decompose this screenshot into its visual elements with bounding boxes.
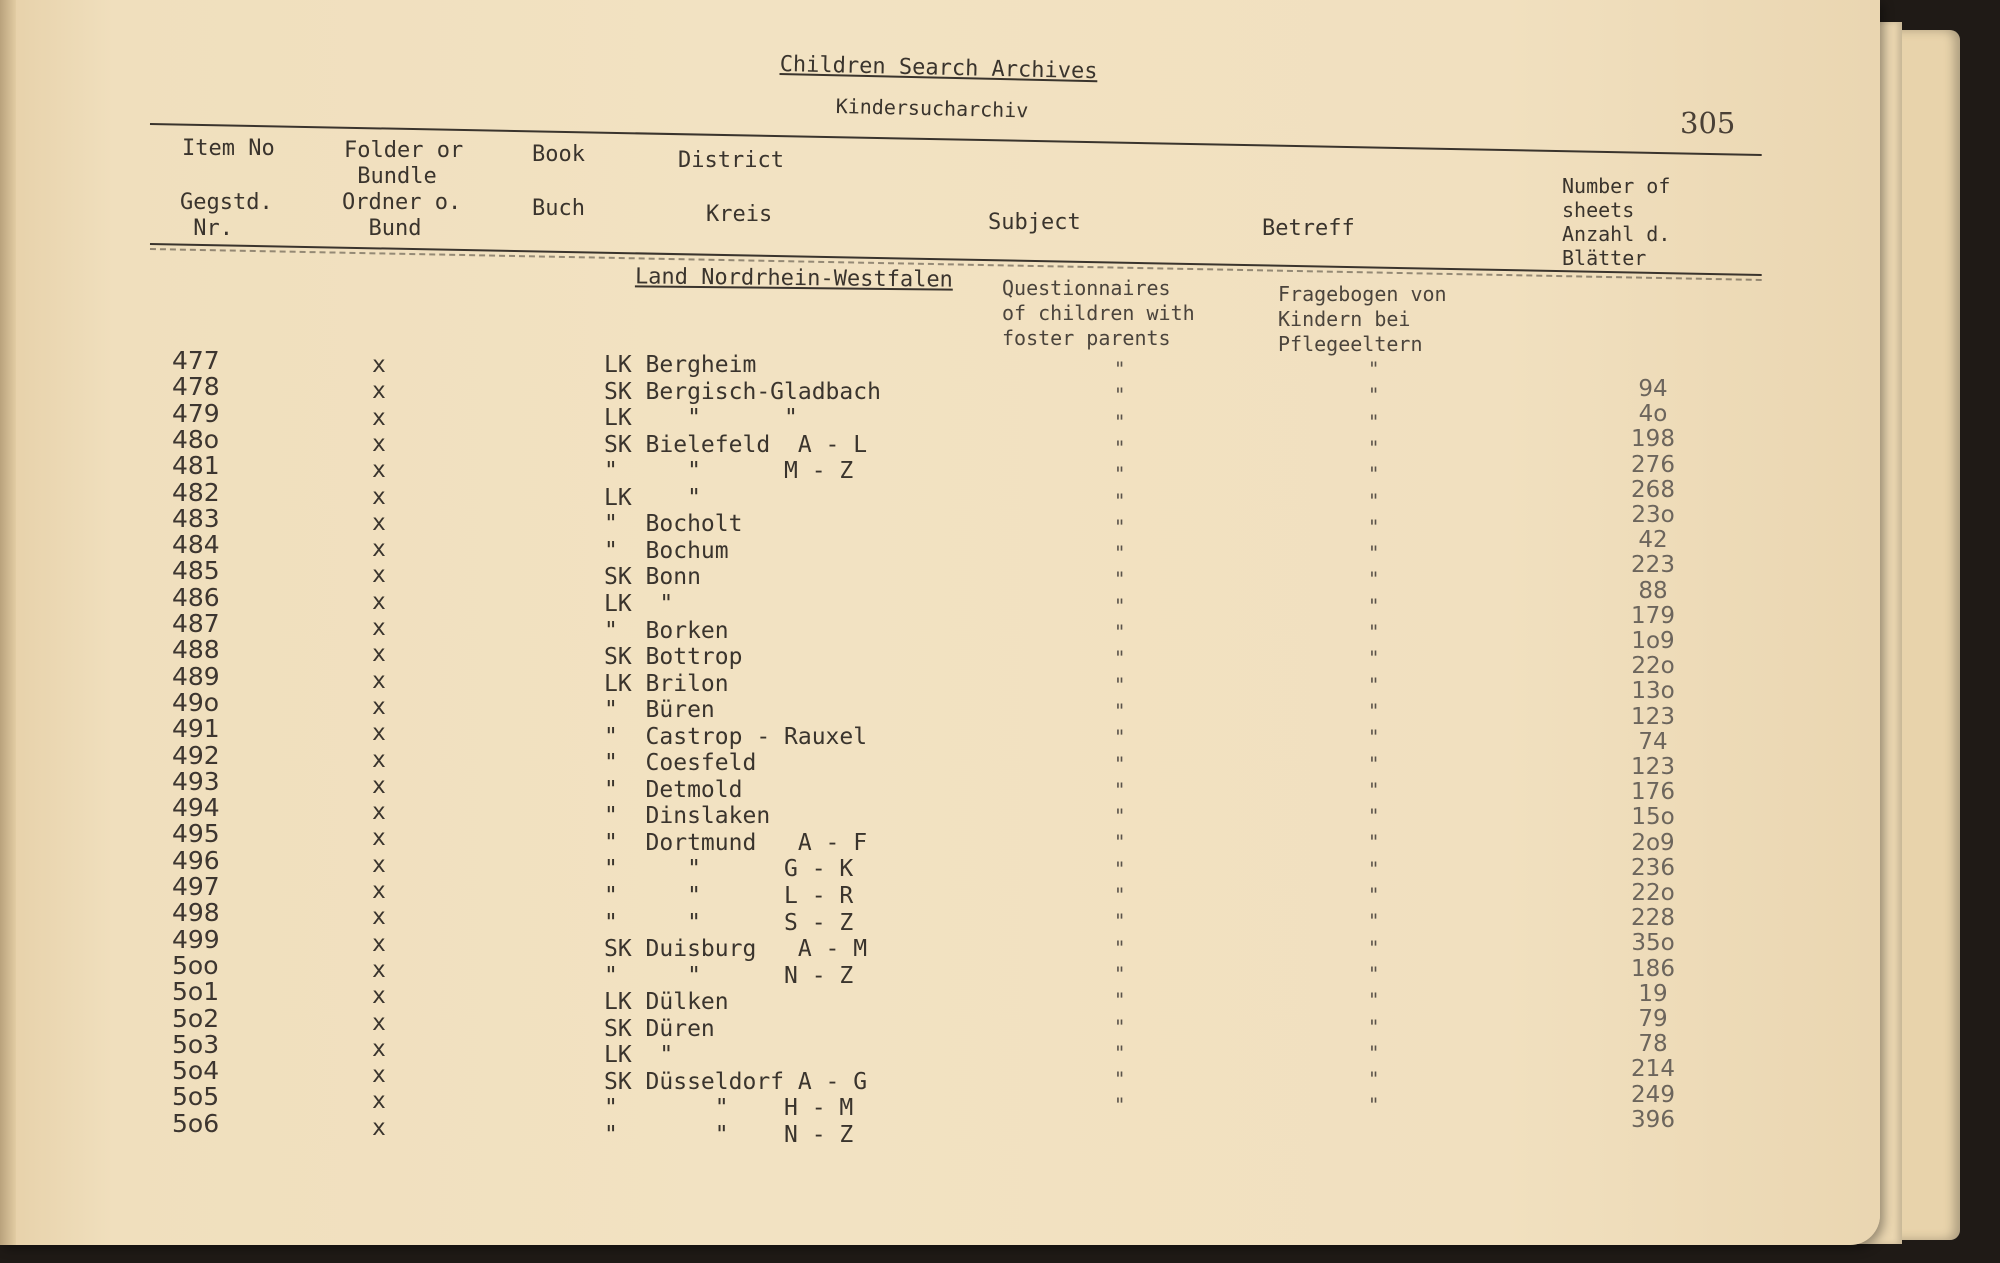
sheet-count: 236 — [1631, 854, 1675, 881]
betreff-ditto: " — [1368, 778, 1380, 801]
district-name: " " S - Z — [604, 909, 854, 936]
district-name: " Bochum — [604, 537, 729, 564]
district-name: SK Bergisch-Gladbach — [604, 378, 881, 405]
sheet-count: 22o — [1631, 880, 1675, 906]
betreff-ditto: " — [1368, 568, 1380, 591]
column-folder-en: Folder or Bundle — [344, 138, 464, 189]
subject-ditto: " — [1114, 884, 1126, 906]
sheet-count: 22o — [1631, 653, 1675, 680]
folder-mark: x — [372, 956, 386, 983]
column-book-en: Book — [532, 142, 585, 167]
district-name: SK Bielefeld A - L — [604, 431, 868, 458]
item-number: 5o2 — [172, 1003, 220, 1033]
header-bottom-rule-dashed — [150, 248, 1762, 281]
folder-mark: x — [372, 878, 386, 904]
betreff-ditto: " — [1368, 1068, 1380, 1091]
district-name: " " N - Z — [604, 962, 854, 989]
subject-ditto: " — [1114, 857, 1126, 880]
sheet-count: 276 — [1631, 451, 1675, 478]
district-name: " " N - Z — [604, 1121, 854, 1148]
sheet-count: 396 — [1631, 1106, 1675, 1133]
subject-ditto: " — [1114, 594, 1126, 617]
district-name: LK " — [604, 484, 701, 511]
page-number: 305 — [1680, 106, 1736, 140]
district-name: LK " — [604, 1042, 674, 1069]
folder-mark: x — [372, 746, 386, 773]
item-number: 499 — [172, 924, 220, 954]
folder-mark: x — [372, 509, 386, 536]
column-item-en: Item No — [182, 136, 275, 161]
district-name: " Castrop - Rauxel — [604, 723, 868, 750]
betreff-ditto: " — [1368, 1015, 1380, 1038]
folder-mark: x — [372, 536, 386, 563]
subject-ditto: " — [1114, 936, 1126, 959]
sheet-count: 123 — [1631, 703, 1675, 730]
district-name: " Bocholt — [604, 511, 743, 538]
folder-mark: x — [372, 693, 386, 720]
district-name: LK " — [604, 590, 674, 617]
folder-mark: x — [372, 562, 386, 589]
subject-ditto: " — [1114, 1015, 1126, 1038]
sheet-count: 42 — [1638, 527, 1668, 554]
sheet-count: 268 — [1631, 476, 1675, 503]
item-number: 492 — [172, 740, 220, 770]
folder-mark: x — [372, 615, 386, 641]
sheet-count: 79 — [1638, 1006, 1668, 1032]
section-land: Land Nordrhein-Westfalen — [634, 264, 954, 293]
subject-ditto: " — [1114, 962, 1126, 985]
subject-ditto: " — [1114, 1068, 1126, 1091]
sheet-count: 249 — [1631, 1081, 1675, 1108]
folder-mark: x — [372, 457, 386, 484]
subject-ditto: " — [1114, 989, 1126, 1012]
item-number: 481 — [172, 451, 220, 481]
folder-mark: x — [372, 799, 386, 826]
betreff-ditto: " — [1368, 752, 1380, 775]
sheet-count: 179 — [1631, 602, 1675, 629]
item-number: 485 — [172, 556, 220, 586]
district-name: SK Düren — [604, 1015, 715, 1042]
column-book-de: Buch — [532, 196, 585, 221]
item-number: 5o1 — [172, 977, 220, 1007]
subject-ditto: " — [1114, 463, 1126, 486]
district-name: LK Brilon — [604, 670, 729, 697]
sheet-count: 198 — [1631, 426, 1675, 453]
item-number: 477 — [172, 346, 220, 375]
district-name: " Coesfeld — [604, 750, 757, 777]
subject-ditto: " — [1114, 358, 1126, 380]
column-subject: Subject — [988, 210, 1081, 235]
page-subtitle: Kindersucharchiv — [835, 94, 1029, 123]
betreff-note: Fragebogen von Kindern bei Pflegeeltern — [1278, 282, 1447, 356]
folder-mark: x — [372, 772, 386, 799]
item-number: 497 — [172, 872, 220, 901]
item-number: 494 — [172, 793, 220, 823]
subject-ditto: " — [1114, 910, 1126, 933]
column-district-de: Kreis — [706, 202, 773, 227]
district-name: " " L - R — [604, 883, 854, 909]
column-sheets: Number of sheets Anzahl d. Blätter — [1562, 174, 1671, 270]
betreff-ditto: " — [1368, 384, 1380, 407]
subject-ditto: " — [1114, 647, 1126, 670]
district-name: " " M - Z — [604, 458, 854, 485]
sheet-count: 186 — [1631, 955, 1675, 982]
column-district-en: District — [678, 148, 784, 173]
sheet-count: 78 — [1638, 1031, 1668, 1058]
folder-mark: x — [372, 352, 386, 378]
column-item-de: Gegstd. Nr. — [180, 190, 273, 241]
subject-ditto: " — [1114, 752, 1126, 775]
betreff-ditto: " — [1368, 673, 1380, 696]
district-name: " Büren — [604, 697, 715, 724]
subject-ditto: " — [1114, 778, 1126, 801]
betreff-ditto: " — [1368, 1094, 1380, 1117]
folder-mark: x — [372, 1009, 386, 1036]
betreff-ditto: " — [1368, 805, 1380, 828]
item-number: 495 — [172, 819, 220, 849]
betreff-ditto: " — [1368, 463, 1380, 486]
sheet-count: 23o — [1631, 502, 1675, 528]
betreff-ditto: " — [1368, 542, 1380, 565]
betreff-ditto: " — [1368, 489, 1380, 512]
district-name: " " G - K — [604, 856, 854, 883]
betreff-ditto: " — [1368, 726, 1380, 749]
item-number: 488 — [172, 635, 220, 665]
folder-mark: x — [372, 378, 386, 405]
subject-ditto: " — [1114, 726, 1126, 749]
sheet-count: 2o9 — [1631, 829, 1675, 856]
district-name: SK Bonn — [604, 564, 701, 591]
sheet-count: 94 — [1638, 376, 1668, 402]
betreff-ditto: " — [1368, 962, 1380, 985]
header-bottom-rule — [150, 243, 1762, 276]
sheet-count: 15o — [1631, 804, 1675, 831]
folder-mark: x — [372, 1088, 386, 1115]
sheet-count: 35o — [1631, 930, 1675, 957]
item-number: 493 — [172, 766, 220, 796]
district-name: LK " " — [604, 405, 798, 432]
subject-note: Questionnaires of children with foster parents — [1002, 276, 1195, 350]
district-name: " Borken — [604, 617, 729, 644]
sheet-count: 13o — [1631, 678, 1675, 705]
sheet-count: 74 — [1638, 728, 1668, 755]
subject-ditto: " — [1114, 673, 1126, 696]
district-name: " Dinslaken — [604, 803, 771, 830]
item-number: 5o5 — [172, 1082, 220, 1112]
sheet-count: 4o — [1638, 401, 1668, 428]
district-name: " Detmold — [604, 776, 743, 803]
subject-ditto: " — [1114, 699, 1126, 722]
sheet-count: 1o9 — [1631, 628, 1675, 654]
table-row — [0, 346, 1880, 380]
folder-mark: x — [372, 404, 386, 431]
folder-mark: x — [372, 904, 386, 931]
item-number: 496 — [172, 845, 220, 875]
subject-ditto: " — [1114, 489, 1126, 512]
betreff-ditto: " — [1368, 621, 1380, 643]
betreff-ditto: " — [1368, 910, 1380, 933]
folder-mark: x — [372, 483, 386, 510]
column-folder-de: Ordner o. Bund — [342, 190, 462, 241]
subject-ditto: " — [1114, 831, 1126, 854]
subject-ditto: " — [1114, 1041, 1126, 1064]
item-number: 479 — [172, 398, 220, 428]
item-number: 5oo — [172, 950, 219, 980]
district-name: LK Bergheim — [604, 352, 757, 378]
item-number: 49o — [172, 687, 220, 717]
betreff-ditto: " — [1368, 831, 1380, 854]
betreff-ditto: " — [1368, 699, 1380, 722]
district-name: " " H - M — [604, 1095, 854, 1122]
subject-ditto: " — [1114, 515, 1126, 538]
sheet-count: 19 — [1638, 980, 1668, 1007]
betreff-ditto: " — [1368, 989, 1380, 1012]
folder-mark: x — [372, 430, 386, 457]
district-name: LK Dülken — [604, 989, 729, 1016]
item-number: 484 — [172, 530, 220, 560]
sheet-count: 228 — [1631, 905, 1675, 932]
folder-mark: x — [372, 983, 386, 1010]
betreff-ditto: " — [1368, 857, 1380, 880]
betreff-ditto: " — [1368, 515, 1380, 538]
district-name: SK Bottrop — [604, 644, 743, 671]
subject-ditto: " — [1114, 436, 1126, 459]
item-number: 489 — [172, 661, 220, 691]
betreff-ditto: " — [1368, 594, 1380, 617]
folder-mark: x — [372, 825, 386, 852]
betreff-ditto: " — [1368, 436, 1380, 459]
item-number: 478 — [172, 372, 220, 402]
folder-mark: x — [372, 720, 386, 747]
district-name: SK Duisburg A - M — [604, 936, 868, 963]
betreff-ditto: " — [1368, 936, 1380, 959]
subject-ditto: " — [1114, 568, 1126, 591]
sheet-count: 214 — [1631, 1056, 1675, 1083]
item-number: 5o3 — [172, 1029, 220, 1059]
betreff-ditto: " — [1368, 410, 1380, 433]
folder-mark: x — [372, 851, 386, 878]
subject-ditto: " — [1114, 621, 1126, 643]
item-number: 487 — [172, 609, 220, 638]
folder-mark: x — [372, 1062, 386, 1089]
betreff-ditto: " — [1368, 1041, 1380, 1064]
sheet-count: 88 — [1638, 577, 1668, 604]
subject-ditto: " — [1114, 410, 1126, 433]
item-number: 486 — [172, 582, 220, 612]
folder-mark: x — [372, 667, 386, 694]
subject-ditto: " — [1114, 542, 1126, 565]
folder-mark: x — [372, 930, 386, 957]
subject-ditto: " — [1114, 384, 1126, 407]
item-number: 5o6 — [172, 1108, 220, 1138]
item-number: 483 — [172, 503, 220, 533]
item-number: 498 — [172, 898, 220, 928]
betreff-ditto: " — [1368, 647, 1380, 670]
district-name: " Dortmund A - F — [604, 829, 868, 856]
item-number: 5o4 — [172, 1056, 220, 1086]
folder-mark: x — [372, 1035, 386, 1062]
sheet-count: 123 — [1631, 754, 1675, 780]
page-title: Children Search Archives — [779, 52, 1098, 85]
item-number: 48o — [172, 424, 220, 454]
column-betreff: Betreff — [1262, 216, 1355, 241]
item-number: 491 — [172, 714, 220, 744]
district-name: SK Düsseldorf A - G — [604, 1068, 868, 1095]
betreff-ditto: " — [1368, 358, 1380, 380]
item-number: 482 — [172, 477, 220, 507]
sheet-count: 223 — [1631, 552, 1675, 579]
folder-mark: x — [372, 641, 386, 668]
subject-ditto: " — [1114, 805, 1126, 828]
folder-mark: x — [372, 1114, 386, 1141]
folder-mark: x — [372, 588, 386, 615]
betreff-ditto: " — [1368, 884, 1380, 906]
subject-ditto: " — [1114, 1094, 1126, 1117]
sheet-count: 176 — [1631, 779, 1675, 806]
